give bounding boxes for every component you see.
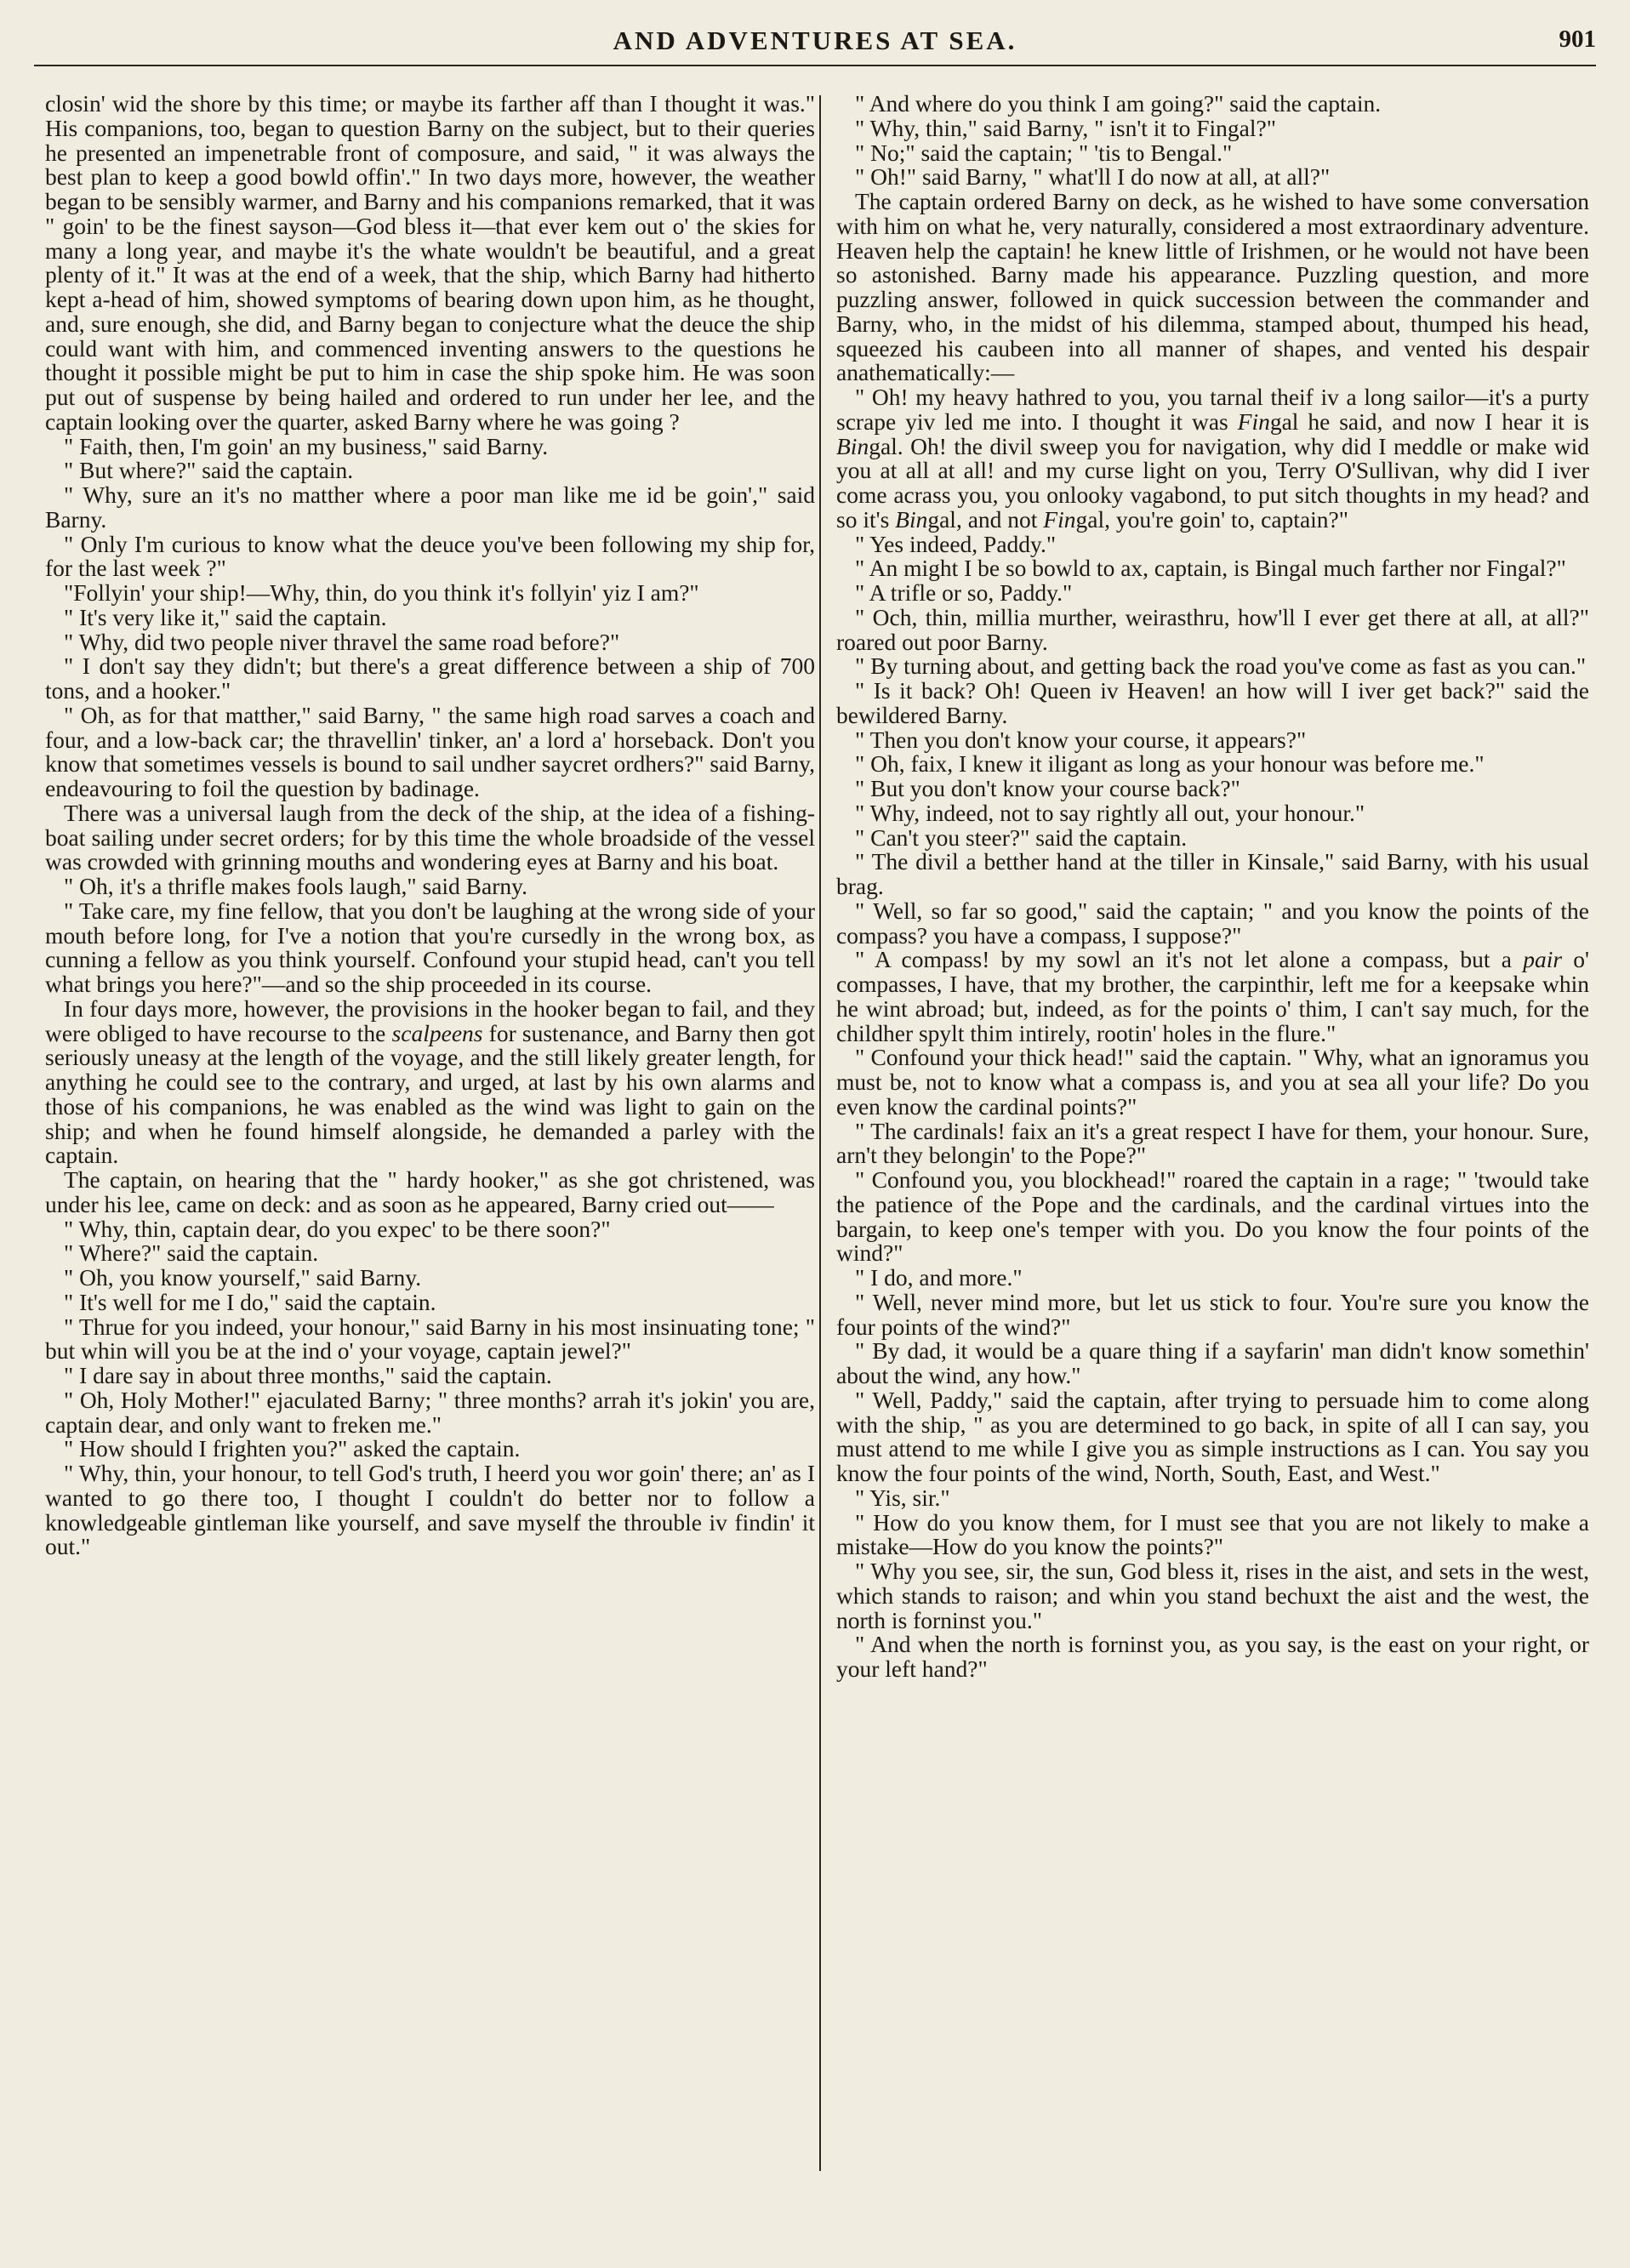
paragraph: " Why, did two people niver thravel the same road before?"	[64, 628, 620, 655]
paragraph: " By dad, it would be a quare thing if a sayfarin' man didn't know somethin' about the wind, any how."	[836, 1337, 1589, 1388]
paragraph: " It's very like it," said the captain.	[64, 603, 387, 630]
paragraph: " Oh!" said Barny, " what'll I do now at all, at all?"	[855, 163, 1331, 191]
paragraph: " Is it back? Oh! Queen iv Heaven! an how will I iver get back?" said the bewildered Barny.	[836, 677, 1589, 728]
paragraph: " But you don't know your course back?"	[855, 775, 1240, 801]
text-run: " Oh! my heavy hathred to you, you tarnal theif iv a long sailor—it's a purty scrape yiv led me into. I thought it was	[836, 384, 1589, 435]
paragraph: "Follyin' your ship!—Why, thin, do you think it's follyin' yiz I am?"	[64, 579, 699, 606]
paragraph: The captain, on hearing that the " hardy hooker," as she got christened, was under his lee, came on deck: and as soon as he appeared, Barny cried out——	[45, 1166, 815, 1217]
paragraph: " Well, never mind more, but let us stick to four. You're sure you know the four points of the wind?"	[836, 1288, 1589, 1340]
italic-word: Bin	[895, 505, 928, 533]
paragraph: " Why, sure an it's no matther where a poor man like me id be goin'," said Barny.	[45, 482, 815, 533]
paragraph: " Why, thin, captain dear, do you expec' to be there soon?"	[64, 1215, 611, 1242]
italic-word: Fin	[1043, 505, 1076, 533]
text-run: gal. Oh! the divil sweep you for navigation, why did I meddle or make wid you at all at all! and my curse light on you, Terry O'Sullivan, why did I iver come acrass you, you onlooky vagabond, to put sitch thoughts in my head? and so it's	[836, 432, 1589, 533]
paragraph: " Yis, sir."	[855, 1484, 950, 1511]
paragraph: " Why, thin," said Barny, " isn't it to Fingal?"	[855, 114, 1276, 141]
paragraph: " Confound you, you blockhead!" roared the captain in a rage; " 'twould take the patience of the Pope and the cardinals, and the cardinal virtues into the bargain, to keep one's temper with you. Do you know the four points of the wind?"	[836, 1166, 1589, 1267]
paragraph: " By turning about, and getting back the road you've come as fast as you can."	[855, 652, 1587, 680]
paragraph: " Where?" said the captain.	[64, 1239, 319, 1267]
column-divider	[819, 95, 821, 2171]
paragraph: " An might I be so bowld to ax, captain, is Bingal much farther nor Fingal?"	[855, 555, 1566, 582]
paragraph: " Why, indeed, not to say rightly all out, your honour."	[855, 799, 1365, 826]
page-number: 901	[1559, 26, 1596, 53]
paragraph: " Well, so far so good," said the captain; " and you know the points of the compass? you have a compass, I suppose?"	[836, 897, 1589, 949]
paragraph: " Why, thin, your honour, to tell God's truth, I heerd you wor goin' there; an' as I wanted to go there too, I thought I couldn't do better nor to follow a knowledgeable gintleman like yourself, and save myself the throuble iv findin' it out."	[45, 1460, 815, 1560]
paragraph	[836, 948, 1589, 1046]
paragraph: " Och, thin, millia murther, weirasthru, how'll I ever get there at all, at all?" roared out poor Barny.	[836, 603, 1589, 655]
paragraph: " And when the north is forninst you, as you say, is the east on your right, or your left hand?"	[836, 1631, 1589, 1682]
paragraph: " Confound your thick head!" said the captain. " Why, what an ignoramus you must be, not to know what a compass is, and you at sea all your life? Do you even know the cardinal points?"	[836, 1044, 1589, 1120]
paragraph: closin' wid the shore by this time; or maybe its farther aff than I thought it was." His companions, too, began to question Barny on the subject, but to their queries he presented an impenetrable front of composure, and said, " it was always the best plan to keep a good bowld offin'." In two days more, however, the weather began to be sensibly warmer, and Barny and his companions remarked, that it was " goin' to be the finest sayson—God bless it—that ever kem out o' the skies for many a long year, and maybe it's the whate wouldn't be beautiful, and a great plenty of it." It was at the end of a week, that the ship, which Barny had hitherto kept a-head of him, showed symptoms of bearing down upon him, as he thought, and, sure enough, she did, and Barny began to conjecture what the deuce the ship could want with him, and commenced inventing answers to the questions he thought it possible might be put to him in case the ship spoke him. He was soon put out of suspense by being hailed and ordered to run under her lee, and the captain looking over the quarter, asked Barny where he was going ?	[45, 90, 815, 435]
paragraph: The captain ordered Barny on deck, as he wished to have some conversation with him on what he, very naturally, considered a most extraordinary adventure. Heaven help the captain! he knew little of Irishmen, or he would not have been so astonished. Barny made his appearance. Puzzling question, and more puzzling answer, followed in quick succession between the commander and Barny, who, in the midst of his dilemma, stamped about, thumped his head, squeezed his caubeen into all manner of shapes, and vented his despair anathematically:—	[836, 188, 1589, 386]
text-run: gal he said, and now I hear it is	[1269, 407, 1590, 435]
paragraph: " The divil a betther hand at the tiller in Kinsale," said Barny, with his usual brag.	[836, 848, 1589, 899]
paragraph: " I do, and more."	[855, 1264, 1023, 1291]
text-run: gal, and not	[927, 505, 1044, 533]
paragraph: " Oh, Holy Mother!" ejaculated Barny; " three months? arrah it's jokin' you are, captain dear, and only want to freken me."	[45, 1386, 815, 1438]
text-run: In four days more, however, the provisions in the hooker began to fail, and they were obliged to have recourse to the	[45, 994, 815, 1046]
paragraph: " How do you know them, for I must see that you are not likely to make a mistake—How do you know the points?"	[836, 1508, 1589, 1560]
paragraph: " Oh, faix, I knew it iligant as long as your honour was before me."	[855, 750, 1485, 778]
paragraph: " Yes indeed, Paddy."	[855, 530, 1057, 557]
paragraph: " Oh, you know yourself," said Barny.	[64, 1264, 422, 1291]
paragraph: " Thrue for you indeed, your honour," said Barny in his most insinuating tone; " but whin will you be at the ind o' your voyage, captain jewel?"	[45, 1313, 815, 1365]
paragraph: " And where do you think I am going?" said the captain.	[855, 90, 1382, 117]
paragraph: " A trifle or so, Paddy."	[855, 579, 1073, 606]
paragraph: " The cardinals! faix an it's a great respect I have for them, your honour. Sure, arn't they belongin' to the Pope?"	[836, 1117, 1589, 1169]
running-title: AND ADVENTURES AT SEA.	[613, 26, 1017, 55]
paragraph	[836, 385, 1589, 533]
paragraph: " It's well for me I do," said the captain.	[64, 1288, 436, 1315]
text-run: for sustenance, and Barny then got seriously uneasy at the length of the voyage, and the still likely greater length, for anything he could see to the contrary, and urged, at last by his own alarms and those of his companions, he was enabled as the wind was light to gain on the ship; and when he found himself alongside, he demanded a parley with the captain.	[45, 1019, 815, 1169]
text-run: " A compass! by my sowl an it's not let alone a compass, but a	[855, 946, 1524, 973]
paragraph	[45, 994, 815, 1169]
paragraph: " But where?" said the captain.	[64, 457, 354, 484]
text-run: o' compasses, I have, that my brother, the carpinthir, left me for a keepsake whin he wint abroad; but, indeed, as for the points o' thim, I can't say much, for the childher spylt thim intirely, rootin' holes in the flure."	[836, 946, 1589, 1046]
left-column	[45, 92, 815, 1559]
paragraph: " Faith, then, I'm goin' an my business," said Barny.	[64, 432, 549, 459]
paragraph: " Oh, as for that matther," said Barny, " the same high road sarves a coach and four, and a low-back car; the thravellin' tinker, an' a lord a' horseback. Don't you know that sometimes vessels is bound to sail undher saycret ordhers?" said Barny, endeavouring to foil the question by badinage.	[45, 701, 815, 801]
right-column	[836, 92, 1589, 1682]
paragraph: " Well, Paddy," said the captain, after trying to persuade him to come along with the ship, " as you are determined to go back, in spite of all I can say, you must attend to me while I give you as simple instructions as I can. You say you know the four points of the wind, North, South, East, and West."	[836, 1386, 1589, 1486]
text-run: gal, you're goin' to, captain?"	[1075, 505, 1348, 533]
paragraph: " No;" said the captain; " 'tis to Bengal."	[855, 139, 1233, 166]
paragraph: " I don't say they didn't; but there's a great difference between a ship of 700 tons, and a hooker."	[45, 652, 815, 704]
paragraph: " Oh, it's a thrifle makes fools laugh," said Barny.	[64, 873, 527, 899]
page-header	[34, 26, 1596, 66]
paragraph: There was a universal laugh from the deck of the ship, at the idea of a fishing-boat sailing under secret orders; for by this time the whole broadside of the vessel was crowded with grinning mouths and wondering eyes at Barny and his boat.	[45, 799, 815, 875]
paragraph: " Take care, my fine fellow, that you don't be laughing at the wrong side of your mouth before long, for I've a notion that you're cursedly in the wrong box, as cunning a fellow as you think yourself. Confound your stupid head, can't you tell what brings you here?"—and so the ship proceeded in its course.	[45, 897, 815, 997]
paragraph: " Then you don't know your course, it appears?"	[855, 726, 1307, 753]
paragraph: " I dare say in about three months," said the captain.	[64, 1362, 552, 1388]
paragraph: " How should I frighten you?" asked the captain.	[64, 1435, 521, 1462]
italic-word: pair	[1523, 946, 1563, 973]
paragraph: " Only I'm curious to know what the deuce you've been following my ship for, for the last week ?"	[45, 530, 815, 582]
italic-word: Bin	[836, 432, 869, 459]
italic-word: scalpeens	[391, 1019, 483, 1046]
paragraph: " Can't you steer?" said the captain.	[855, 823, 1188, 851]
italic-word: Fin	[1237, 407, 1270, 435]
paragraph: " Why you see, sir, the sun, God bless it, rises in the aist, and sets in the west, which stands to raison; and whin you stand bechuxt the aist and the west, the north is forninst you."	[836, 1558, 1589, 1633]
